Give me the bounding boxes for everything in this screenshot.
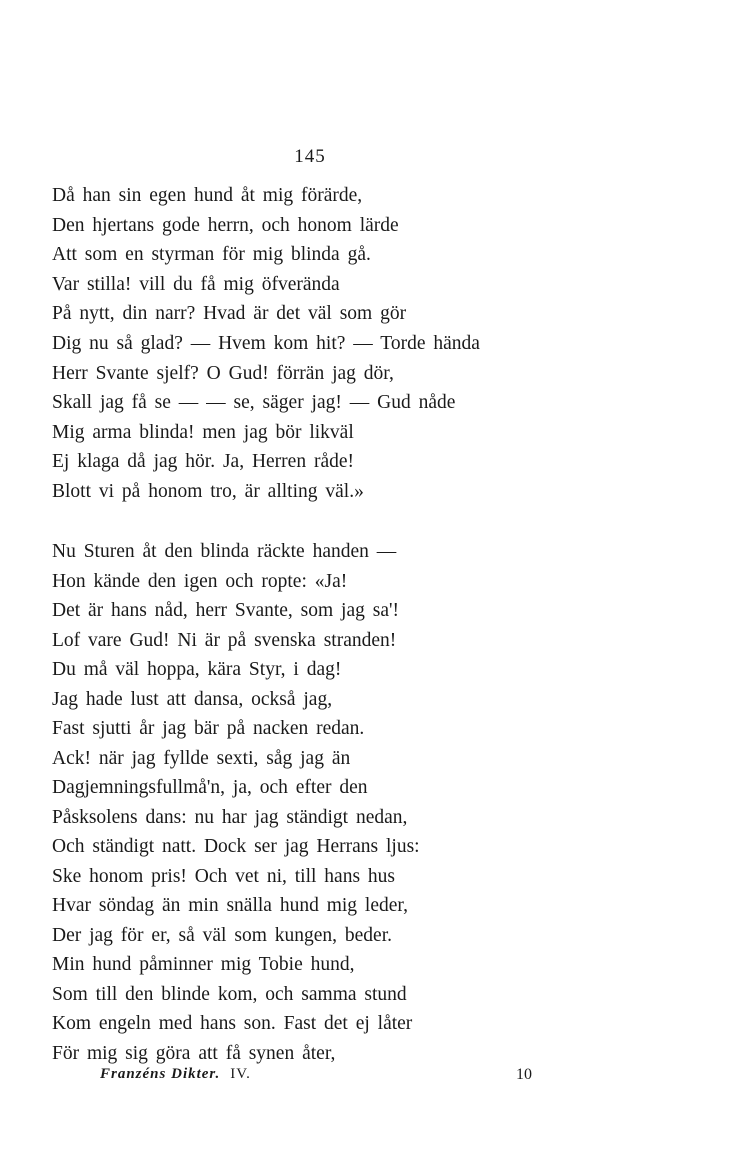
verse-line: Kom engeln med hans son. Fast det ej låter (52, 1013, 413, 1034)
verse-line: Hon kände den igen och ropte: «Ja! (52, 570, 348, 592)
verse-line: Nu Sturen åt den blinda räckte handen — (52, 541, 397, 562)
footer-work-title: Franzéns Dikter. (100, 1066, 221, 1082)
poem-stanza-1 (52, 181, 612, 507)
verse-line: Den hjertans gode herrn, och honom lärde (52, 214, 399, 236)
verse-line: Min hund påminner mig Tobie hund, (52, 954, 355, 975)
verse-line: För mig sig göra att få synen åter, (52, 1042, 336, 1064)
verse-line: Der jag för er, så väl som kungen, beder. (52, 924, 392, 946)
verse-line: Då han sin egen hund åt mig förärde, (52, 185, 363, 206)
verse-line: Lof vare Gud! Ni är på svenska stranden! (52, 629, 397, 651)
footer-volume: IV. (230, 1066, 251, 1082)
signature-mark: 10 (516, 1066, 532, 1083)
page-number: 145 (294, 146, 326, 167)
verse-line: Fast sjutti år jag bär på nacken redan. (52, 718, 365, 739)
verse-line: Ske honom pris! Och vet ni, till hans hus (52, 865, 396, 887)
verse-line: Dig nu så glad? — Hvem kom hit? — Torde hända (52, 332, 480, 354)
verse-line: Hvar söndag än min snälla hund mig leder, (52, 895, 408, 916)
verse-line: Som till den blinde kom, och samma stund (52, 983, 407, 1005)
verse-line: Att som en styrman för mig blinda gå. (52, 244, 371, 266)
verse-line: Dagjemningsfullmå'n, ja, och efter den (52, 777, 368, 798)
verse-line: Ack! när jag fyllde sexti, såg jag än (52, 747, 351, 769)
verse-line: Och ständigt natt. Dock ser jag Herrans ljus: (52, 836, 420, 857)
verse-line: Jag hade lust att dansa, också jag, (52, 688, 333, 710)
page-footer (100, 1066, 550, 1083)
verse-line: Påsksolens dans: nu har jag ständigt nedan, (52, 806, 408, 828)
poem-stanza-2 (52, 537, 612, 1068)
verse-line: Ej klaga då jag hör. Ja, Herren råde! (52, 451, 354, 473)
verse-line: Blott vi på honom tro, är allting väl.» (52, 480, 364, 502)
verse-line: Herr Svante sjelf? O Gud! förrän jag dör, (52, 362, 394, 384)
verse-line: Var stilla! vill du få mig öfverända (52, 273, 340, 295)
verse-line: Mig arma blinda! men jag bör likväl (52, 421, 354, 443)
verse-line: Du må väl hoppa, kära Styr, i dag! (52, 659, 342, 680)
verse-line: På nytt, din narr? Hvad är det väl som gör (52, 303, 407, 325)
verse-line: Skall jag få se — — se, säger jag! — Gud nåde (52, 392, 456, 414)
verse-line: Det är hans nåd, herr Svante, som jag sa'! (52, 600, 399, 621)
